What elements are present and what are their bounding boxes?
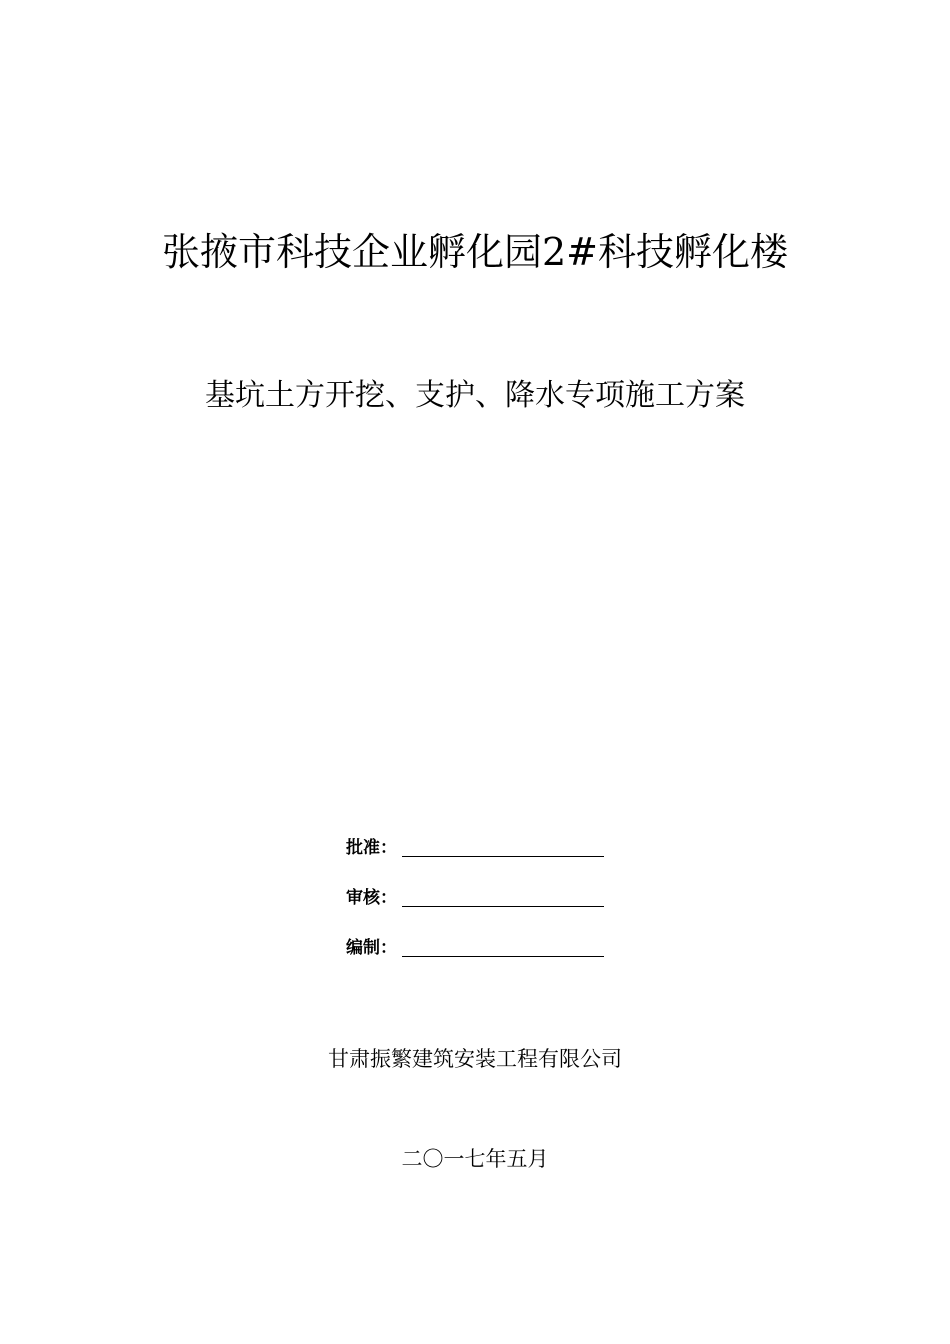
- approve-label: 批准：: [346, 838, 397, 858]
- review-signature-line: [402, 906, 604, 907]
- signature-row-review: [346, 880, 646, 930]
- document-subtitle: 基坑土方开挖、支护、降水专项施工方案: [205, 378, 745, 413]
- company-name: 甘肃振繁建筑安装工程有限公司: [328, 1047, 622, 1071]
- signature-row-approve: [346, 830, 646, 880]
- document-title: 张掖市科技企业孵化园2#科技孵化楼: [161, 230, 789, 274]
- approve-signature-line: [402, 856, 604, 857]
- compile-signature-line: [402, 956, 604, 957]
- document-date: 二〇一七年五月: [401, 1147, 549, 1171]
- review-label: 审核：: [346, 888, 397, 908]
- compile-label: 编制：: [346, 938, 397, 958]
- signature-row-compile: [346, 930, 646, 980]
- signature-block: [346, 830, 646, 980]
